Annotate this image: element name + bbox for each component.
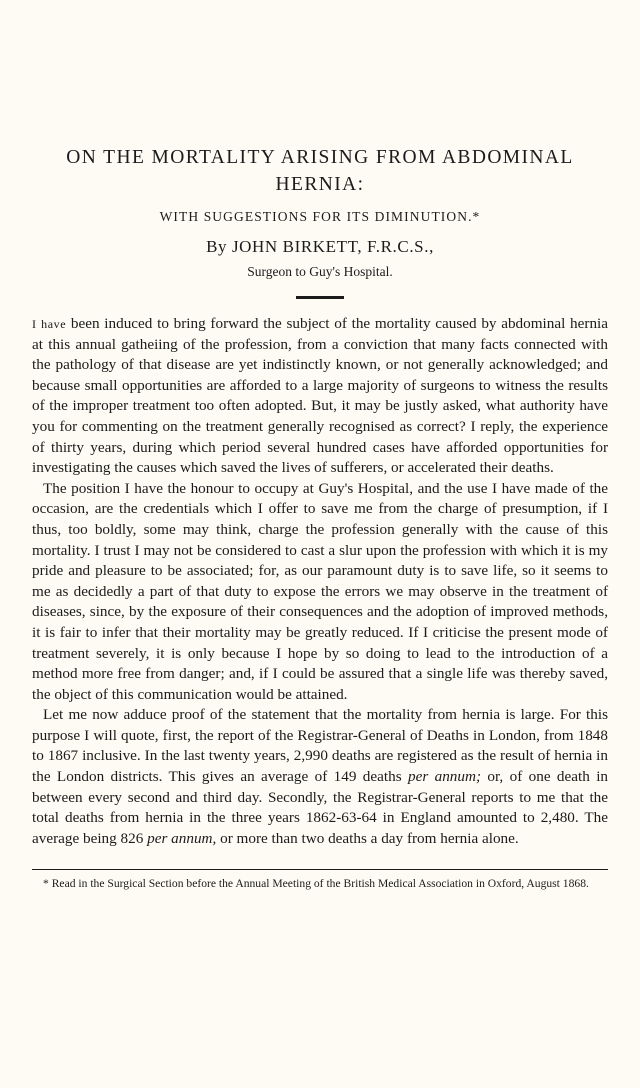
footnote: * Read in the Surgical Section before the Annual Meeting of the British Medical Association in Oxford, August 1868. (43, 877, 589, 891)
author-line: By JOHN BIRKETT, F.R.C.S., (206, 237, 434, 256)
paragraph-3-italic-1: per annum; (407, 768, 482, 786)
paragraph-3-text-b: or, of one death in between every second and third day. Secondly, the Registrar-General reports to me that the total deaths from hernia in the three years 1862-63-64 in England amounted to 2,480. The average being 826 (32, 768, 609, 847)
paragraph-1-lead: I have (32, 317, 67, 331)
article-title: ON THE MORTALITY ARISING FROM ABDOMINAL HERNIA: (66, 147, 574, 195)
document-page (32, 0, 608, 892)
paragraph-2: The position I have the honour to occupy at Guy's Hospital, and the use I have made of the occasion, are the credentials which I offer to save me from the charge of presumption, if I thus, too boldly, some may think, charge the profession generally with the cause of this mortality. I trust I may not be considered to cast a slur upon the profession with which it is my pride and pleasure to be associated; for, as our paramount duty is to save life, so it seems to me as decidedly a part of that duty to expose the errors we may observe in the treatment of diseases, since, by the exposure of their consequences and the adoption of improved methods, it is fair to infer that their mortality may be greatly reduced. If I criticise the present mode of treatment severely, it is only because I hope by so doing to lead to the introduction of a method more free from danger; and, if I could be assured that a single life was thereby saved, the object of this communication would be attained. (32, 479, 608, 703)
paragraph-3-italic-2: per annum, (147, 829, 217, 847)
article-body (32, 314, 608, 849)
title-divider (296, 296, 344, 299)
paragraph-3-text-c: or more than two deaths a day from hernia alone. (216, 829, 519, 847)
footnote-divider (32, 869, 608, 870)
author-affiliation: Surgeon to Guy's Hospital. (247, 264, 393, 279)
article-subtitle: WITH SUGGESTIONS FOR ITS DIMINUTION.* (159, 209, 481, 224)
paragraph-3-text-a: Let me now adduce proof of the statement that the mortality from hernia is large. For this purpose I will quote, first, the report of the Registrar-General of Deaths in London, from 1848 to 1867 inclusive. In the last twenty years, 2,990 deaths are registered as the result of hernia in the London districts. This gives an average of 149 deaths (32, 706, 608, 786)
paragraph-1-text: been induced to bring forward the subject of the mortality caused by abdominal hernia at this annual gatheiing of the profession, from a conviction that many facts connected with the pathology of that disease are yet indistinctly known, or not generally acknowledged; and because small opportunities are afforded to a large majority of surgeons to witness the results of the improper treatment too often adopted. But, it may be justly asked, what authority have you for commenting on the treatment generally recognised as correct? I reply, the experience of thirty years, during which period several hundred cases have afforded opportunities for investigating the causes which saved the lives of sufferers, or accelerated their deaths. (32, 315, 609, 477)
paragraph-3 (32, 705, 608, 849)
paragraph-1 (32, 314, 608, 479)
